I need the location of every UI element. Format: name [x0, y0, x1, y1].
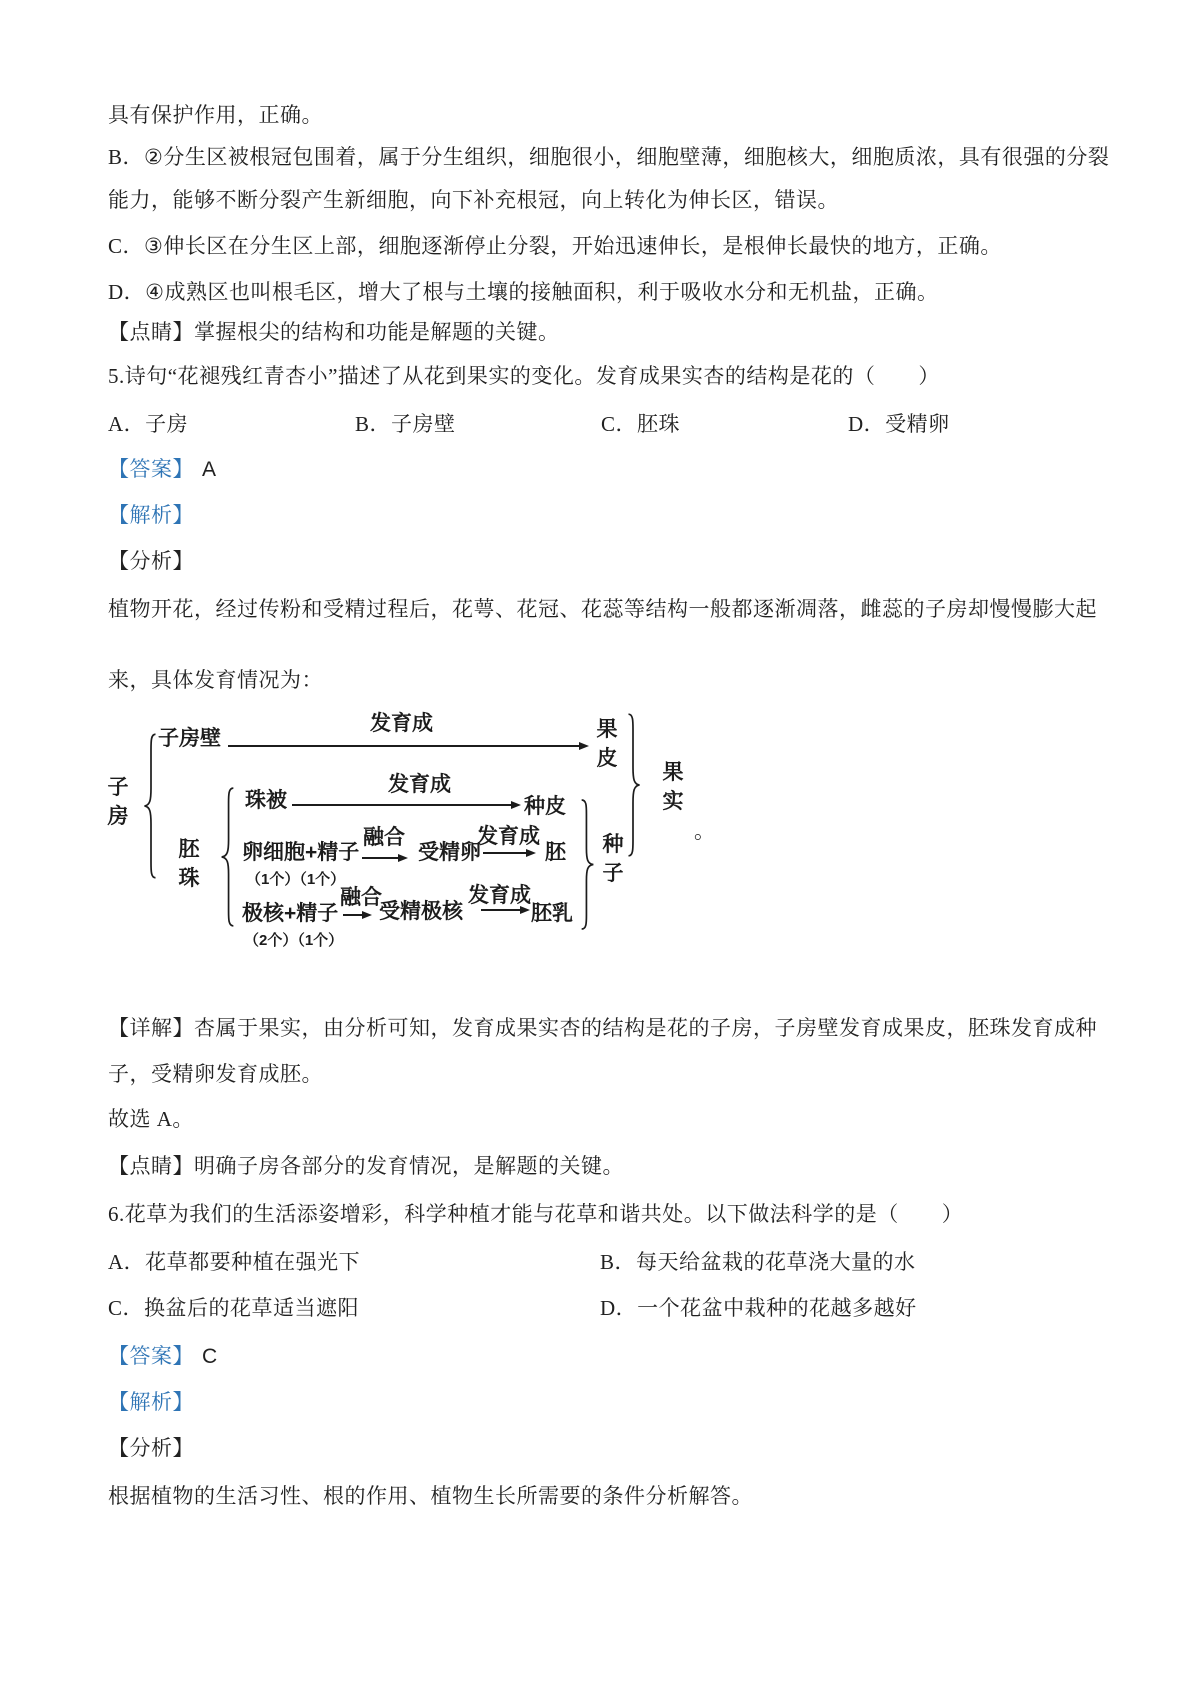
diagram-endosperm: 胚乳 [531, 902, 573, 925]
q5-option-b: B．子房壁 [355, 412, 456, 436]
arrow-polar-fertilizedpolar [343, 914, 363, 916]
q5-tip: 【点睛】明确子房各部分的发育情况，是解题的关键。 [108, 1154, 624, 1178]
q6-option-a: A．花草都要种植在强光下 [108, 1250, 361, 1274]
q4-tip: 【点睛】掌握根尖的结构和功能是解题的关键。 [108, 320, 560, 344]
q5-stem: 5.诗句“花褪残红青杏小”描述了从花到果实的变化。发育成果实杏的结构是花的（ ） [108, 364, 940, 388]
q6-analysis-line1: 根据植物的生活习性、根的作用、植物生长所需要的条件分析解答。 [108, 1484, 753, 1508]
diagram-develops-label-2: 发育成 [388, 773, 451, 796]
diagram-develops-label-4: 发育成 [468, 884, 531, 907]
arrow-fertilizedpolar-endosperm [481, 909, 521, 911]
q5-analysis-line2: 来，具体发育情况为： [108, 668, 323, 692]
diagram-seed-coat: 种皮 [524, 795, 566, 818]
q5-fenxi-label: 【分析】 [108, 549, 194, 573]
q6-answer-value: C [202, 1345, 218, 1368]
q6-fenxi-label: 【分析】 [108, 1436, 194, 1460]
q6-option-d: D．一个花盆中栽种的花越多越好 [600, 1296, 917, 1320]
arrow-integument-seedcoat [292, 804, 512, 806]
diagram-pericarp: 果皮 [596, 718, 618, 770]
arrow-ovarywall-pericarp [228, 745, 580, 747]
diagram-ovary-wall: 子房壁 [158, 727, 221, 750]
diagram-ovary-label: 子房 [107, 776, 129, 828]
diagram-polar-plus-sperm: 极核+精子 [242, 902, 339, 925]
q5-conclusion: 故选 A。 [108, 1107, 194, 1131]
diagram-integument: 珠被 [245, 789, 287, 812]
q6-answer-line [108, 1344, 218, 1369]
diagram-period: 。 [694, 820, 715, 843]
q6-option-b: B．每天给盆栽的花草浇大量的水 [600, 1250, 916, 1274]
answer-label: 【答案】 [108, 457, 194, 481]
q4-option-a-tail: 具有保护作用，正确。 [108, 103, 323, 127]
diagram-develops-label-1: 发育成 [370, 712, 433, 735]
diagram-zygote: 受精卵 [418, 841, 481, 864]
ovary-development-diagram [100, 700, 760, 985]
q5-detail-line2: 子，受精卵发育成胚。 [108, 1062, 323, 1086]
q5-option-d: D．受精卵 [848, 412, 950, 436]
q5-detail-line1: 【详解】杏属于果实，由分析可知，发育成果实杏的结构是花的子房，子房壁发育成果皮，胚珠发育成种 [108, 1016, 1097, 1040]
diagram-embryo: 胚 [545, 841, 566, 864]
diagram-develops-label-3: 发育成 [477, 825, 540, 848]
diagram-seed-label: 种子 [602, 833, 624, 885]
q5-jiexi-label: 【解析】 [108, 503, 194, 527]
diagram-polar-counts: （2个）（1个） [244, 932, 344, 949]
arrow-zygote-embryo [483, 852, 527, 854]
q6-jiexi-label: 【解析】 [108, 1390, 194, 1414]
q5-option-c: C．胚珠 [601, 412, 681, 436]
brace-right-fruit [626, 712, 642, 858]
q5-analysis-line1: 植物开花，经过传粉和受精过程后，花萼、花冠、花蕊等结构一般都逐渐凋落，雌蕊的子房却慢慢膨大起 [108, 597, 1097, 621]
q6-stem: 6.花草为我们的生活添姿增彩，科学种植才能与花草和谐共处。以下做法科学的是（ ） [108, 1202, 964, 1226]
q4-option-b-line2: 能力，能够不断分裂产生新细胞，向下补充根冠，向上转化为伸长区，错误。 [108, 188, 839, 212]
answer-label: 【答案】 [108, 1344, 194, 1368]
diagram-ovule-label: 胚珠 [178, 838, 200, 890]
q6-option-c: C．换盆后的花草适当遮阳 [108, 1296, 360, 1320]
diagram-fuse-label-2: 融合 [340, 886, 382, 909]
q4-option-b-line1: B．②分生区被根冠包围着，属于分生组织，细胞很小，细胞壁薄，细胞核大，细胞质浓，具有很强的分裂 [108, 145, 1110, 169]
q4-option-c-explain: C．③伸长区在分生区上部，细胞逐渐停止分裂，开始迅速伸长，是根伸长最快的地方，正确。 [108, 234, 1002, 258]
brace-left-ovary [142, 732, 158, 880]
diagram-fuse-label-1: 融合 [363, 826, 405, 849]
brace-left-ovule [219, 786, 236, 928]
diagram-egg-plus-sperm: 卵细胞+精子 [242, 841, 360, 864]
q5-answer-value: A [202, 458, 217, 481]
q5-answer-line [108, 457, 217, 482]
diagram-egg-counts: （1个）（1个） [246, 871, 346, 888]
arrow-egg-zygote [362, 857, 399, 859]
q4-option-d-explain: D．④成熟区也叫根毛区，增大了根与土壤的接触面积，利于吸收水分和无机盐，正确。 [108, 280, 939, 304]
brace-right-seed [579, 798, 596, 931]
diagram-fruit-label: 果实 [662, 761, 684, 813]
q5-option-a: A．子房 [108, 412, 189, 436]
diagram-fertilized-polar: 受精极核 [379, 900, 463, 923]
